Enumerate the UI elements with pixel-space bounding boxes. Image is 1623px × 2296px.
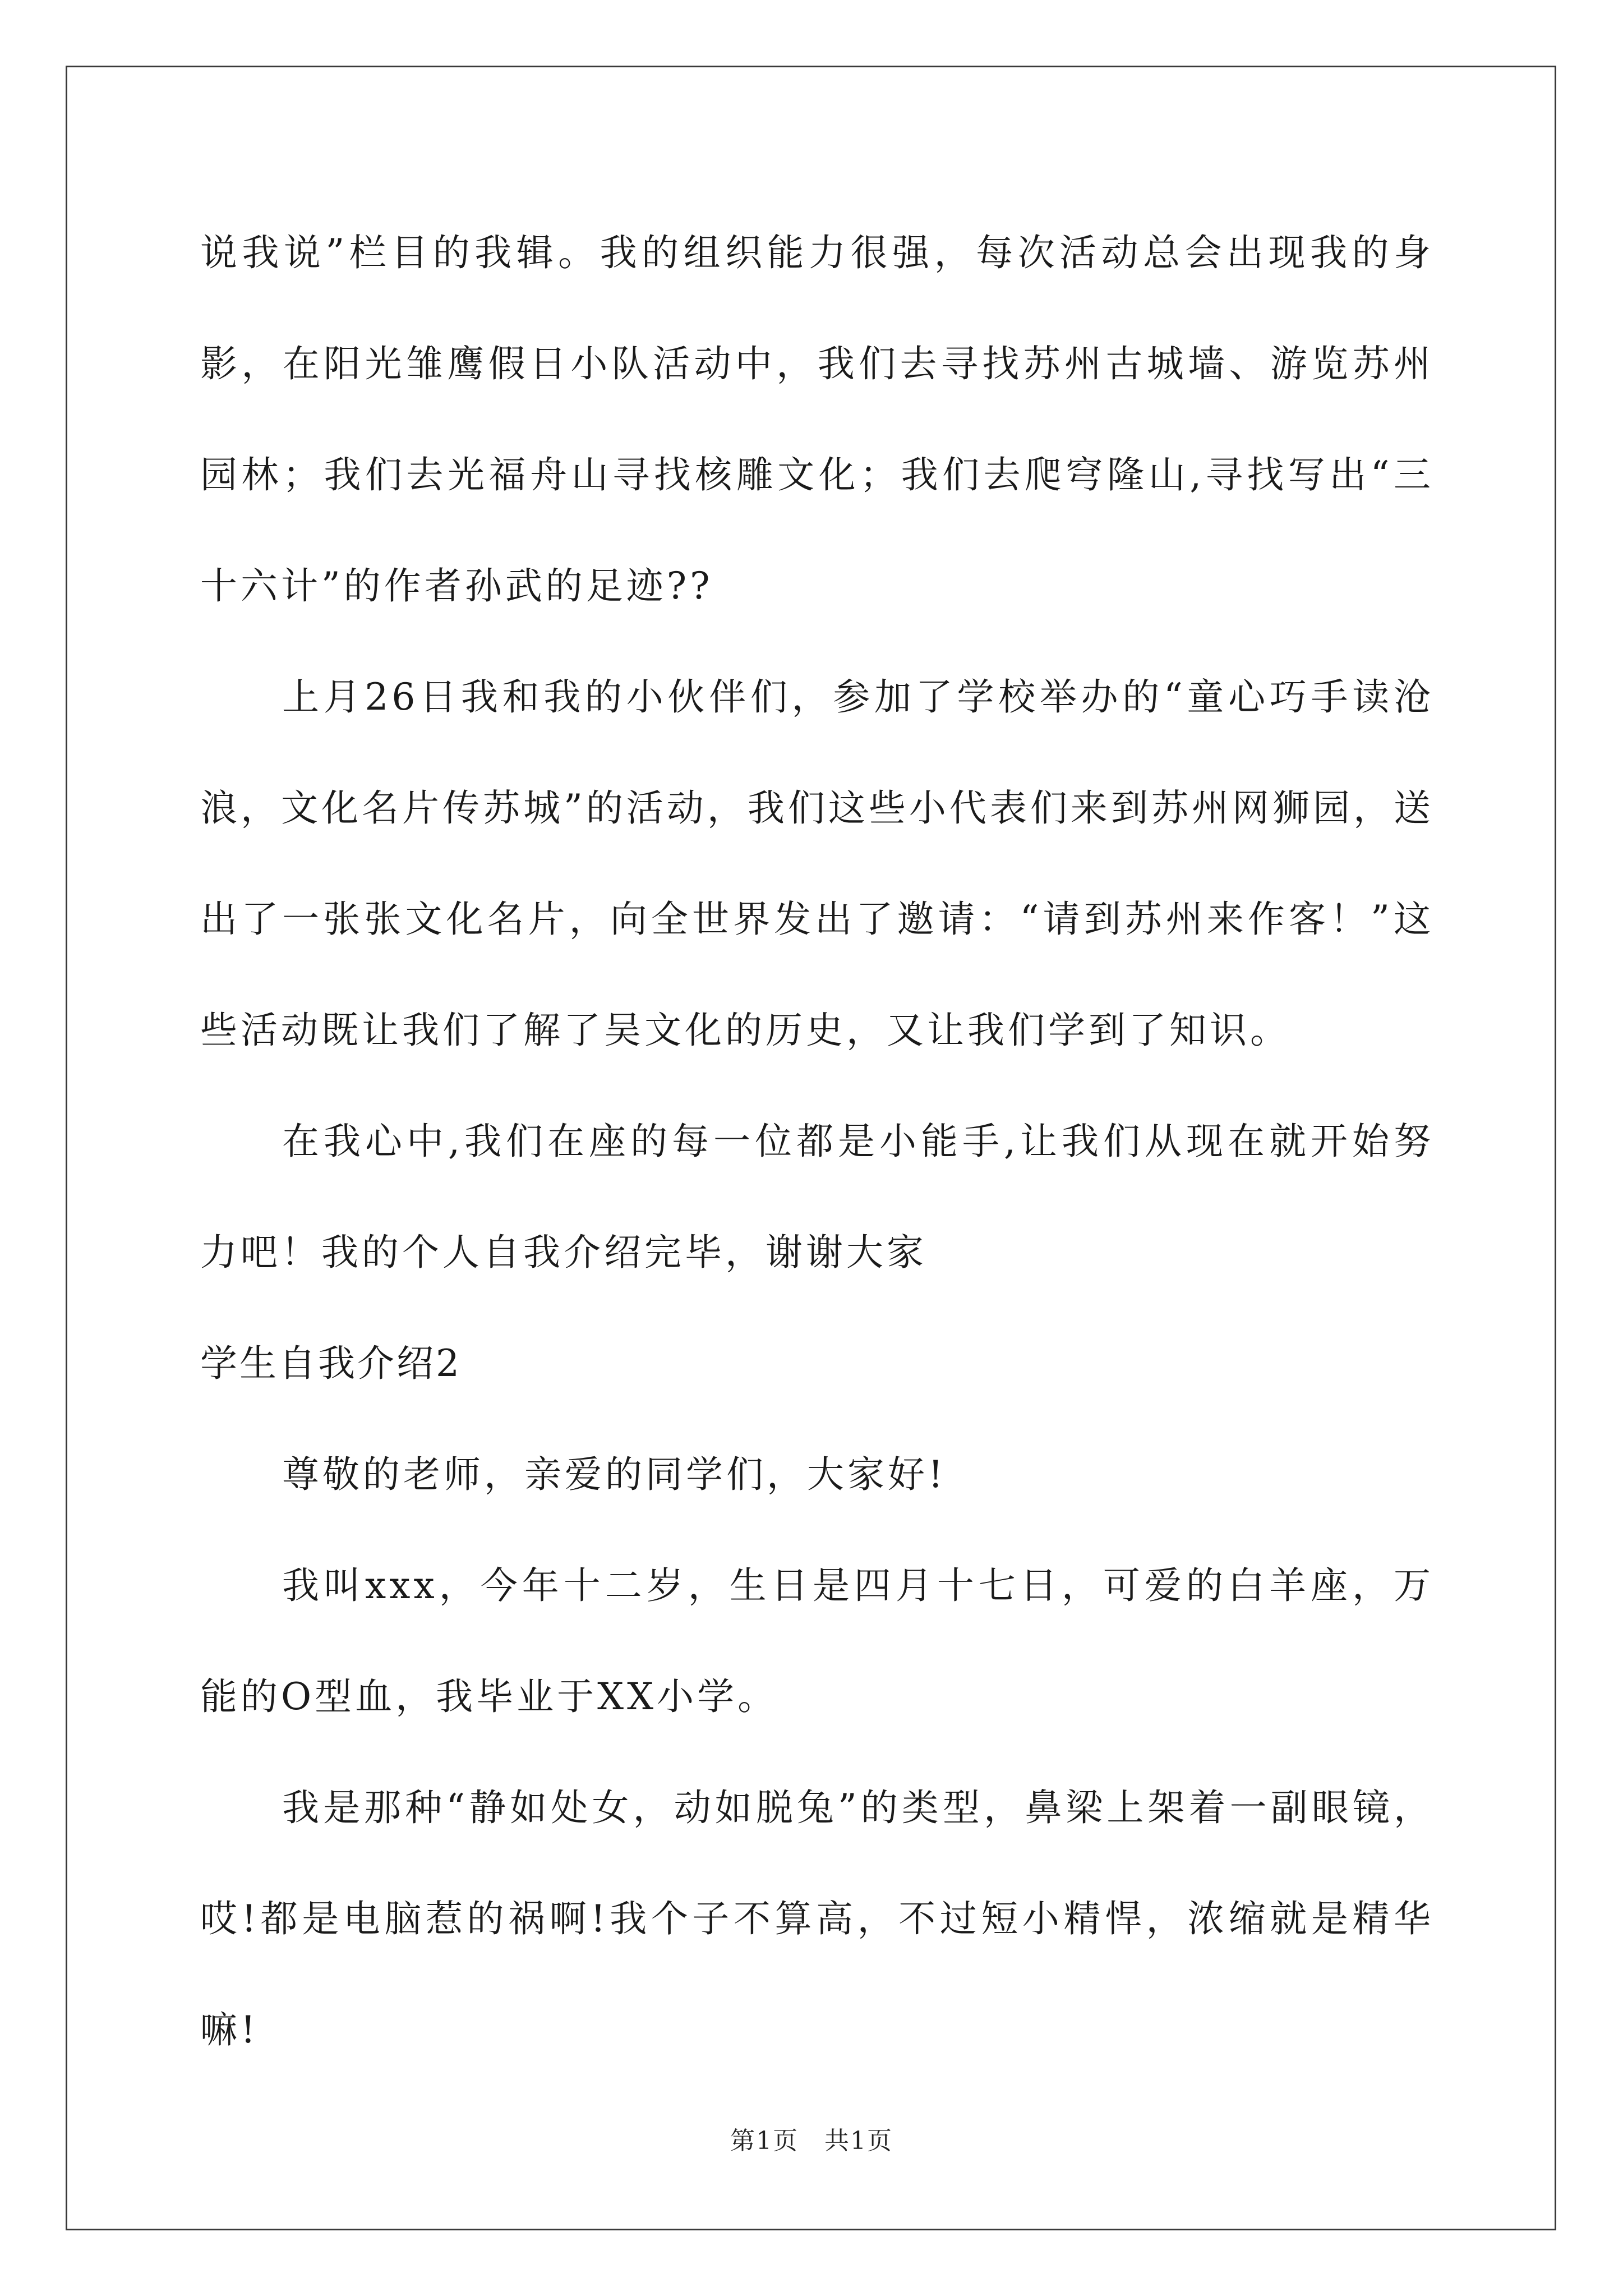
section-title: 学生自我介绍2: [200, 1342, 462, 1385]
page-number-footer: 第1页 共1页: [730, 2127, 893, 2155]
paragraph-greeting: 尊敬的老师，亲爱的同学们，大家好!: [282, 1453, 947, 1496]
paragraph-personality: 我是那种“静如处女，动如脱兔”的类型，鼻梁上架着一副眼镜，哎!都是电脑惹的祸啊!我个子不算高，不过短小精悍，浓缩就是精华嘛!: [200, 1786, 1434, 2051]
paragraph-continuation: 说我说”栏目的我辑。我的组织能力很强，每次活动总会出现我的身影，在阳光雏鹰假日小队活动中，我们去寻找苏州古城墙、游览苏州园林；我们去光福舟山寻找核雕文化；我们去爬穹隆山,寻找写出“三十六计”的作者孙武的足迹??: [200, 231, 1434, 608]
paragraph-activity: 上月26日我和我的小伙伴们，参加了学校举办的“童心巧手读沧浪，文化名片传苏城”的活动，我们这些小代表们来到苏州网狮园，送出了一张张文化名片，向全世界发出了邀请：“请到苏州来作客！”这些活动既让我们了解了吴文化的历史，又让我们学到了知识。: [200, 675, 1434, 1052]
paragraph-intro: 我叫xxx，今年十二岁，生日是四月十七日，可爱的白羊座，万能的O型血，我毕业于XX小学。: [200, 1564, 1434, 1718]
document-body: [200, 197, 1434, 2086]
paragraph-closing: 在我心中,我们在座的每一位都是小能手,让我们从现在就开始努力吧！我的个人自我介绍完毕，谢谢大家: [200, 1120, 1434, 1274]
